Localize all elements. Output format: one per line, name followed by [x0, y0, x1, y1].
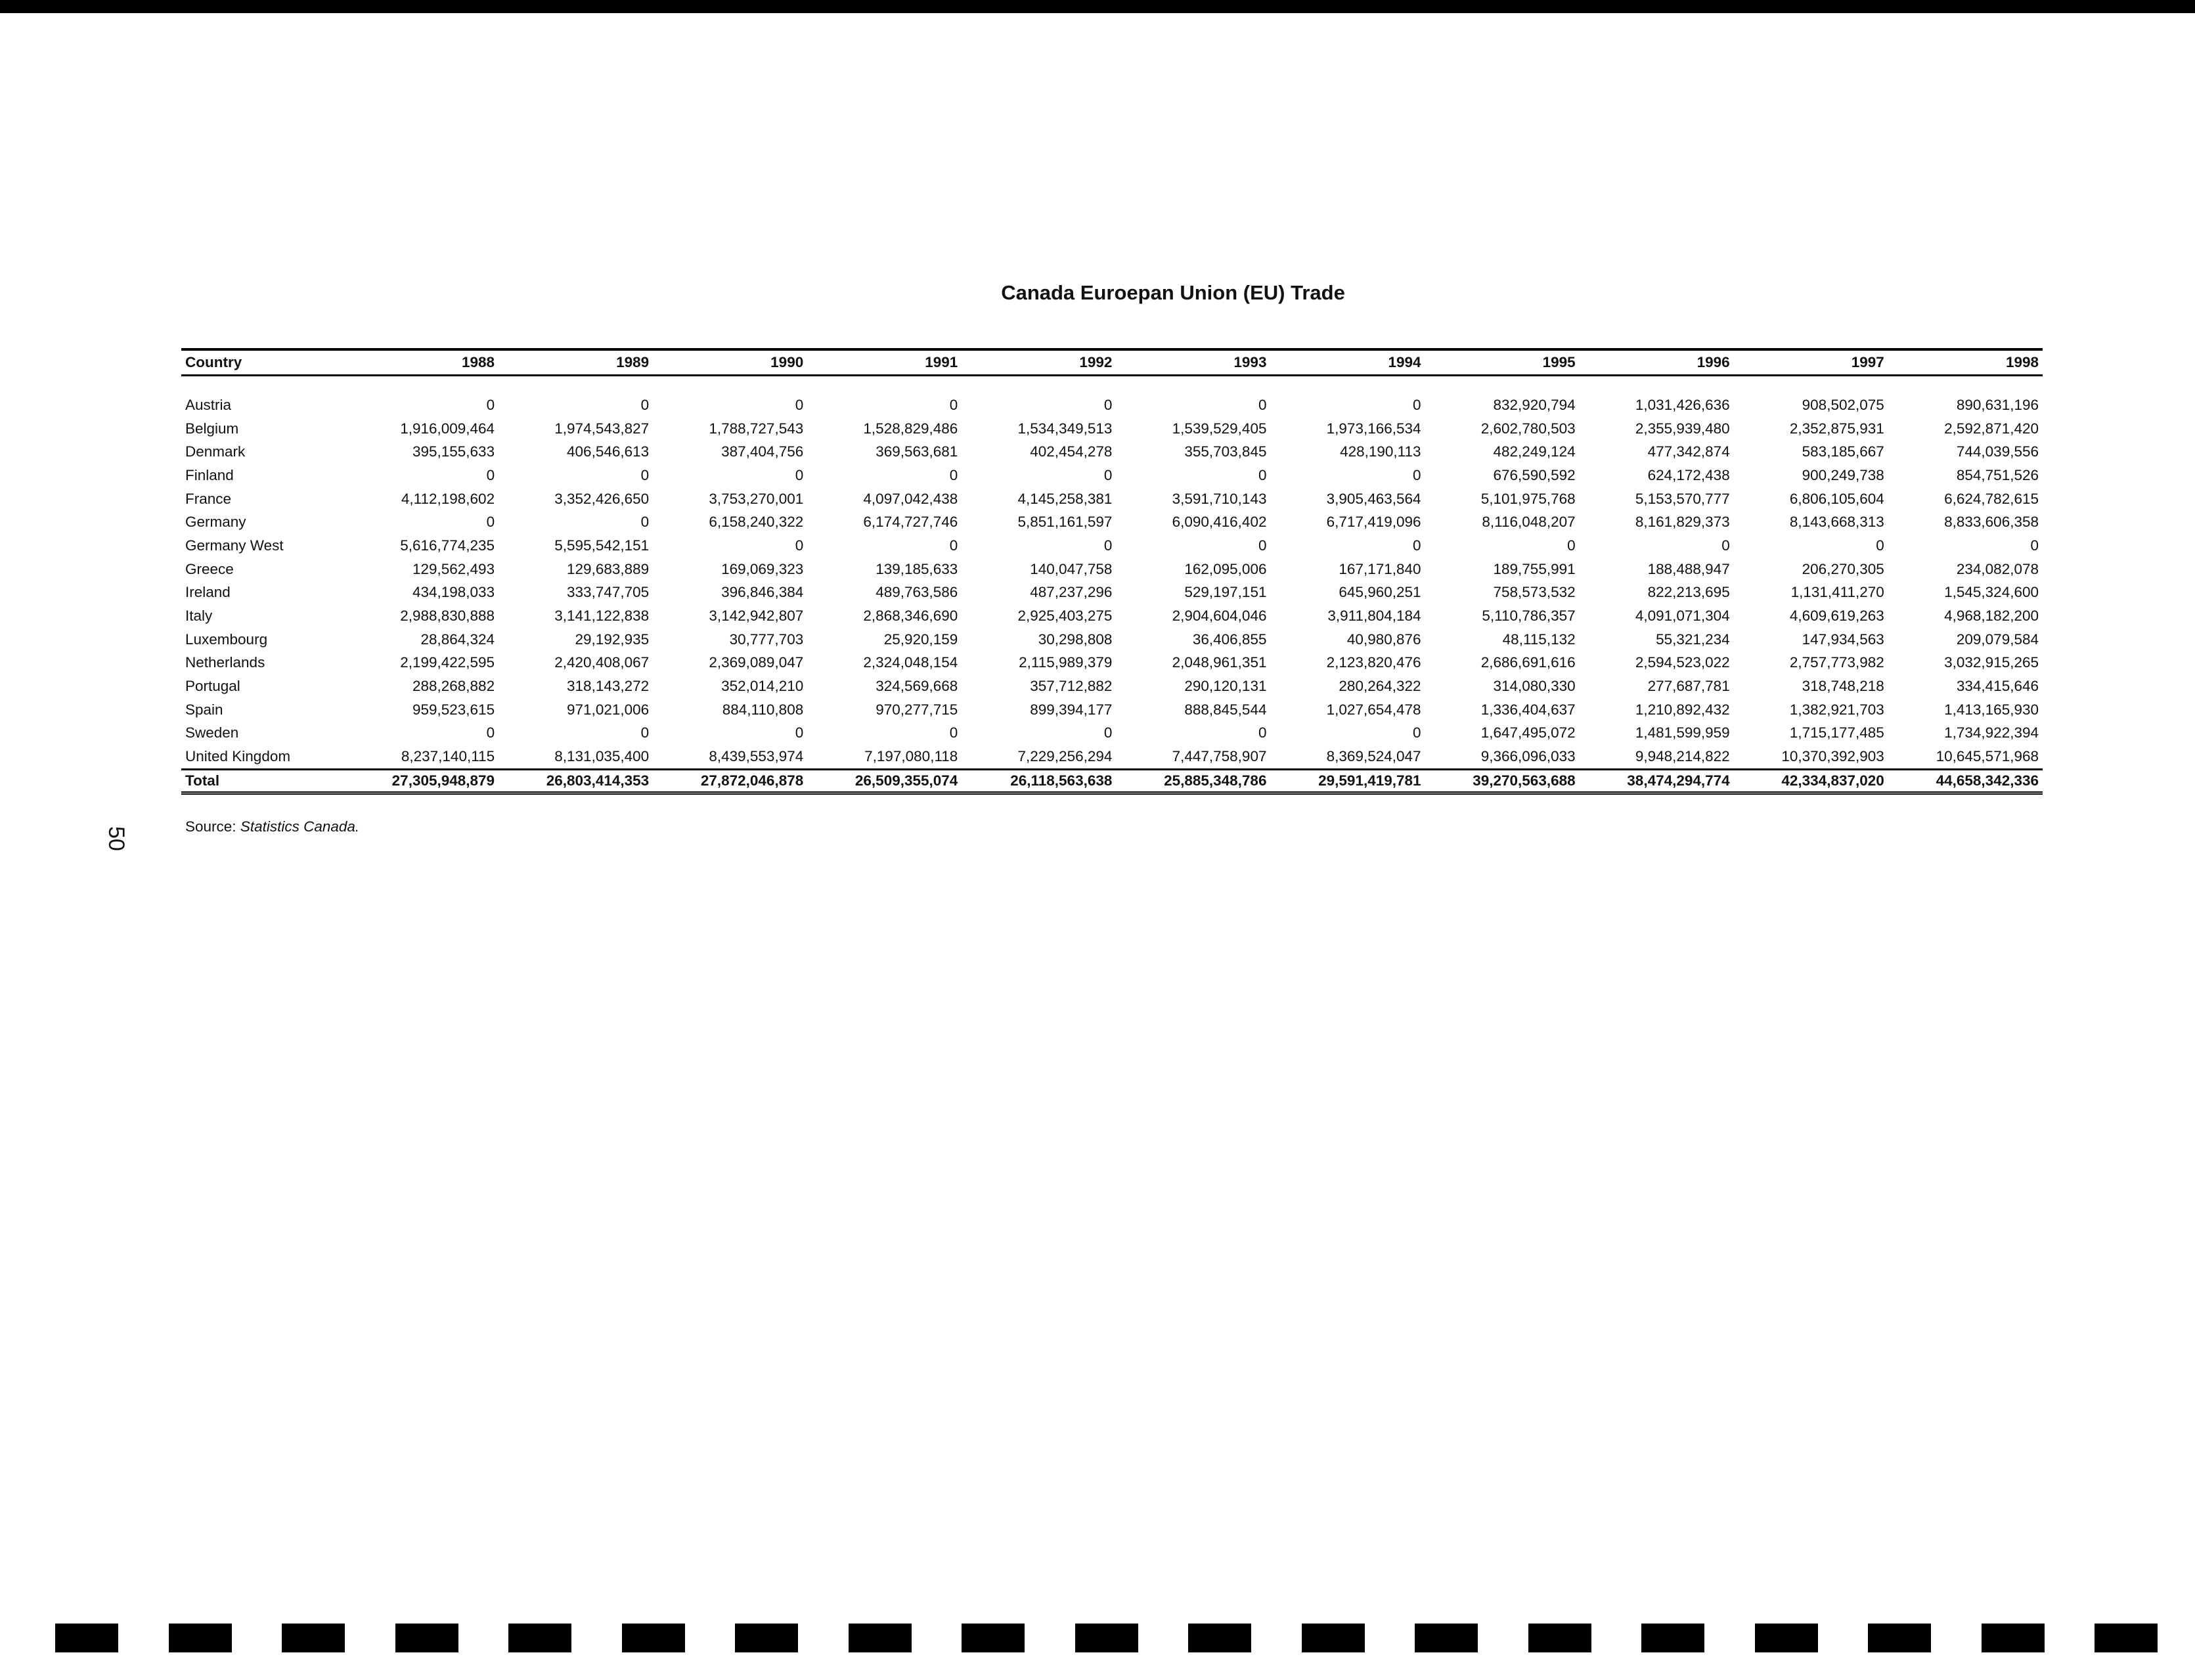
- value-cell: 8,369,524,047: [1326, 748, 1421, 765]
- total-value: 27,305,948,879: [391, 772, 495, 789]
- table-row: [181, 722, 2043, 745]
- registration-block: [735, 1624, 798, 1652]
- value-cell: 5,616,774,235: [400, 537, 495, 554]
- country-cell: Germany: [185, 514, 246, 531]
- top-edge-bar: [0, 0, 2195, 13]
- table-row: [181, 652, 2043, 675]
- table-row: [181, 440, 2043, 464]
- registration-block: [1302, 1624, 1365, 1652]
- value-cell: 2,199,422,595: [400, 654, 495, 671]
- registration-block: [1415, 1624, 1478, 1652]
- registration-block: [1755, 1624, 1818, 1652]
- country-cell: United Kingdom: [185, 748, 291, 765]
- value-cell: 0: [1103, 396, 1113, 413]
- table-row: [181, 745, 2043, 769]
- column-header-year: 1989: [616, 354, 650, 370]
- value-cell: 0: [1721, 537, 1730, 554]
- value-cell: 0: [1876, 537, 1884, 554]
- country-cell: Portugal: [185, 678, 240, 695]
- value-cell: 162,095,006: [1184, 560, 1267, 577]
- value-cell: 4,091,071,304: [1635, 608, 1730, 625]
- table-row: [181, 417, 2043, 441]
- registration-block: [1641, 1624, 1704, 1652]
- page-number: 50: [104, 826, 129, 851]
- value-cell: 2,369,089,047: [709, 654, 804, 671]
- value-cell: 645,960,251: [1339, 584, 1421, 601]
- total-value: 38,474,294,774: [1627, 772, 1730, 789]
- value-cell: 0: [1103, 724, 1113, 741]
- value-cell: 2,925,403,275: [1017, 608, 1113, 625]
- value-cell: 0: [486, 514, 495, 531]
- value-cell: 357,712,882: [1030, 678, 1113, 695]
- value-cell: 0: [949, 396, 958, 413]
- value-cell: 2,904,604,046: [1172, 608, 1267, 625]
- value-cell: 2,115,989,379: [1019, 654, 1113, 671]
- total-value: 27,872,046,878: [700, 772, 804, 789]
- value-cell: 2,352,875,931: [1789, 420, 1884, 437]
- registration-block: [1982, 1624, 2045, 1652]
- table-title: Canada Euroepan Union (EU) Trade: [1001, 281, 1345, 304]
- value-cell: 6,806,105,604: [1789, 490, 1884, 507]
- value-cell: 40,980,876: [1346, 630, 1421, 648]
- value-cell: 583,185,667: [1802, 443, 1884, 460]
- value-cell: 7,229,256,294: [1017, 748, 1113, 765]
- value-cell: 369,563,681: [876, 443, 958, 460]
- column-header-year: 1993: [1233, 354, 1267, 370]
- country-cell: Finland: [185, 466, 234, 483]
- value-cell: 959,523,615: [412, 701, 495, 718]
- value-cell: 6,090,416,402: [1172, 514, 1267, 531]
- value-cell: 3,753,270,001: [709, 490, 804, 507]
- registration-block: [282, 1624, 345, 1652]
- value-cell: 4,968,182,200: [1944, 608, 2039, 625]
- value-cell: 209,079,584: [1956, 630, 2039, 648]
- value-cell: 0: [949, 724, 958, 741]
- value-cell: 0: [1103, 537, 1113, 554]
- value-cell: 4,097,042,438: [863, 490, 958, 507]
- value-cell: 6,624,782,615: [1944, 490, 2039, 507]
- value-cell: 6,717,419,096: [1326, 514, 1421, 531]
- source-note: [185, 818, 359, 835]
- column-header-year: 1991: [925, 354, 958, 370]
- value-cell: 290,120,131: [1184, 678, 1267, 695]
- value-cell: 167,171,840: [1339, 560, 1421, 577]
- value-cell: 5,595,542,151: [554, 537, 650, 554]
- value-cell: 8,237,140,115: [401, 748, 495, 765]
- value-cell: 1,734,922,394: [1944, 724, 2039, 741]
- table-row: [181, 558, 2043, 581]
- registration-block: [395, 1624, 458, 1652]
- trade-table: [181, 348, 2043, 795]
- total-value: 25,885,348,786: [1164, 772, 1267, 789]
- value-cell: 2,868,346,690: [863, 608, 958, 625]
- value-cell: 30,777,703: [729, 630, 804, 648]
- value-cell: 324,569,668: [876, 678, 958, 695]
- value-cell: 428,190,113: [1340, 443, 1421, 460]
- table-row: [181, 534, 2043, 558]
- column-header-year: 1997: [1851, 354, 1884, 370]
- value-cell: 139,185,633: [876, 560, 958, 577]
- value-cell: 1,715,177,485: [1789, 724, 1884, 741]
- value-cell: 908,502,075: [1802, 396, 1884, 413]
- value-cell: 482,249,124: [1493, 443, 1576, 460]
- value-cell: 529,197,151: [1184, 584, 1267, 601]
- value-cell: 0: [1258, 537, 1267, 554]
- table-row: [181, 674, 2043, 698]
- value-cell: 334,415,646: [1956, 678, 2039, 695]
- value-cell: 1,974,543,827: [554, 420, 650, 437]
- value-cell: 1,528,829,486: [863, 420, 958, 437]
- table-row: [181, 464, 2043, 487]
- value-cell: 352,014,210: [721, 678, 804, 695]
- value-cell: 9,366,096,033: [1480, 748, 1576, 765]
- value-cell: 2,123,820,476: [1326, 654, 1421, 671]
- spacer-row: [181, 376, 2043, 394]
- value-cell: 3,352,426,650: [554, 490, 650, 507]
- value-cell: 489,763,586: [876, 584, 958, 601]
- value-cell: 899,394,177: [1030, 701, 1113, 718]
- value-cell: 0: [1258, 724, 1267, 741]
- value-cell: 395,155,633: [412, 443, 495, 460]
- value-cell: 0: [1413, 724, 1421, 741]
- value-cell: 0: [2030, 537, 2039, 554]
- value-cell: 333,747,705: [567, 584, 650, 601]
- value-cell: 7,197,080,118: [864, 748, 958, 765]
- value-cell: 971,021,006: [567, 701, 650, 718]
- value-cell: 0: [640, 514, 650, 531]
- value-cell: 2,686,691,616: [1480, 654, 1576, 671]
- value-cell: 884,110,808: [722, 701, 804, 718]
- value-cell: 36,406,855: [1192, 630, 1267, 648]
- value-cell: 8,116,048,207: [1482, 514, 1576, 531]
- registration-block: [55, 1624, 118, 1652]
- country-cell: Greece: [185, 560, 234, 577]
- table-row: [181, 698, 2043, 722]
- value-cell: 890,631,196: [1956, 396, 2039, 413]
- column-header-year: 1988: [462, 354, 495, 370]
- value-cell: 0: [795, 396, 804, 413]
- column-header-year: 1995: [1542, 354, 1576, 370]
- value-cell: 4,609,619,263: [1789, 608, 1884, 625]
- value-cell: 0: [949, 537, 958, 554]
- value-cell: 318,748,218: [1802, 678, 1884, 695]
- value-cell: 487,237,296: [1030, 584, 1113, 601]
- table-header-row: [181, 349, 2043, 376]
- value-cell: 822,213,695: [1647, 584, 1730, 601]
- value-cell: 1,788,727,543: [709, 420, 804, 437]
- value-cell: 5,101,975,768: [1480, 490, 1576, 507]
- table-row: [181, 628, 2043, 652]
- value-cell: 3,905,463,564: [1326, 490, 1421, 507]
- value-cell: 25,920,159: [883, 630, 958, 648]
- value-cell: 8,131,035,400: [554, 748, 650, 765]
- value-cell: 624,172,438: [1647, 466, 1730, 483]
- value-cell: 3,911,804,184: [1327, 608, 1421, 625]
- value-cell: 8,439,553,974: [709, 748, 804, 765]
- value-cell: 0: [1258, 466, 1267, 483]
- value-cell: 189,755,991: [1493, 560, 1576, 577]
- value-cell: 0: [640, 724, 650, 741]
- registration-block: [962, 1624, 1025, 1652]
- total-value: 39,270,563,688: [1473, 772, 1576, 789]
- value-cell: 0: [1413, 396, 1421, 413]
- value-cell: 2,757,773,982: [1789, 654, 1884, 671]
- value-cell: 355,703,845: [1184, 443, 1267, 460]
- value-cell: 758,573,532: [1493, 584, 1576, 601]
- value-cell: 0: [1413, 466, 1421, 483]
- value-cell: 854,751,526: [1956, 466, 2039, 483]
- value-cell: 2,324,048,154: [863, 654, 958, 671]
- value-cell: 1,382,921,703: [1789, 701, 1884, 718]
- value-cell: 1,413,165,930: [1944, 701, 2039, 718]
- value-cell: 970,277,715: [876, 701, 958, 718]
- value-cell: 0: [640, 396, 650, 413]
- total-value: 26,803,414,353: [546, 772, 650, 789]
- value-cell: 140,047,758: [1030, 560, 1113, 577]
- total-value: 44,658,342,336: [1936, 772, 2039, 789]
- table-row: [181, 604, 2043, 628]
- value-cell: 2,048,961,351: [1172, 654, 1267, 671]
- column-header-country: Country: [185, 354, 242, 370]
- value-cell: 129,683,889: [567, 560, 650, 577]
- value-cell: 2,988,830,888: [400, 608, 495, 625]
- value-cell: 0: [1103, 466, 1113, 483]
- column-header-year: 1996: [1696, 354, 1730, 370]
- registration-block: [622, 1624, 685, 1652]
- value-cell: 9,948,214,822: [1635, 748, 1730, 765]
- trade-table-container: [181, 348, 2043, 795]
- country-cell: Netherlands: [185, 654, 265, 671]
- total-value: 29,591,419,781: [1318, 772, 1421, 789]
- total-value: 26,509,355,074: [854, 772, 958, 789]
- registration-block: [169, 1624, 232, 1652]
- table-row: [181, 487, 2043, 511]
- country-cell: Austria: [185, 396, 232, 413]
- country-cell: Ireland: [185, 584, 231, 601]
- value-cell: 1,210,892,432: [1635, 701, 1730, 718]
- value-cell: 0: [795, 537, 804, 554]
- value-cell: 7,447,758,907: [1172, 748, 1267, 765]
- table-row: [181, 393, 2043, 417]
- value-cell: 1,027,654,478: [1326, 701, 1421, 718]
- registration-block: [508, 1624, 571, 1652]
- value-cell: 832,920,794: [1493, 396, 1576, 413]
- value-cell: 129,562,493: [412, 560, 495, 577]
- spacer-cell: [181, 376, 2043, 394]
- value-cell: 2,592,871,420: [1944, 420, 2039, 437]
- column-header-year: 1992: [1079, 354, 1113, 370]
- value-cell: 0: [795, 724, 804, 741]
- value-cell: 744,039,556: [1956, 443, 2039, 460]
- country-cell: Italy: [185, 608, 213, 625]
- column-header-year: 1998: [2005, 354, 2039, 370]
- value-cell: 2,594,523,022: [1635, 654, 1730, 671]
- value-cell: 0: [795, 466, 804, 483]
- value-cell: 30,298,808: [1038, 630, 1113, 648]
- value-cell: 6,158,240,322: [709, 514, 804, 531]
- total-label: Total: [185, 772, 220, 789]
- value-cell: 5,110,786,357: [1482, 608, 1576, 625]
- column-header-year: 1994: [1388, 354, 1421, 370]
- registration-block: [1868, 1624, 1931, 1652]
- value-cell: 406,546,613: [567, 443, 650, 460]
- value-cell: 10,645,571,968: [1936, 748, 2039, 765]
- value-cell: 1,916,009,464: [400, 420, 495, 437]
- total-value: 26,118,563,638: [1010, 772, 1113, 789]
- value-cell: 8,161,829,373: [1635, 514, 1730, 531]
- value-cell: 1,131,411,270: [1790, 584, 1884, 601]
- value-cell: 888,845,544: [1184, 701, 1267, 718]
- value-cell: 4,112,198,602: [401, 490, 495, 507]
- value-cell: 8,833,606,358: [1944, 514, 2039, 531]
- value-cell: 434,198,033: [412, 584, 495, 601]
- value-cell: 147,934,563: [1802, 630, 1884, 648]
- value-cell: 8,143,668,313: [1789, 514, 1884, 531]
- value-cell: 277,687,781: [1647, 678, 1730, 695]
- country-cell: Luxembourg: [185, 630, 268, 648]
- total-value: 42,334,837,020: [1781, 772, 1884, 789]
- country-cell: Sweden: [185, 724, 239, 741]
- value-cell: 1,973,166,534: [1326, 420, 1421, 437]
- value-cell: 288,268,882: [412, 678, 495, 695]
- value-cell: 0: [1567, 537, 1576, 554]
- country-cell: France: [185, 490, 232, 507]
- value-cell: 0: [949, 466, 958, 483]
- value-cell: 900,249,738: [1802, 466, 1884, 483]
- value-cell: 2,602,780,503: [1480, 420, 1576, 437]
- value-cell: 3,591,710,143: [1172, 490, 1267, 507]
- value-cell: 387,404,756: [721, 443, 804, 460]
- registration-block: [849, 1624, 912, 1652]
- value-cell: 676,590,592: [1493, 466, 1576, 483]
- registration-block: [1528, 1624, 1591, 1652]
- bottom-registration-marks: [55, 1624, 2157, 1656]
- country-cell: Belgium: [185, 420, 239, 437]
- value-cell: 2,355,939,480: [1635, 420, 1730, 437]
- value-cell: 2,420,408,067: [554, 654, 650, 671]
- value-cell: 1,534,349,513: [1017, 420, 1113, 437]
- value-cell: 1,031,426,636: [1635, 396, 1730, 413]
- value-cell: 3,142,942,807: [709, 608, 804, 625]
- value-cell: 188,488,947: [1647, 560, 1730, 577]
- source-name: Statistics Canada.: [240, 818, 360, 835]
- value-cell: 48,115,132: [1502, 630, 1576, 648]
- value-cell: 29,192,935: [575, 630, 650, 648]
- value-cell: 234,082,078: [1956, 560, 2039, 577]
- value-cell: 402,454,278: [1030, 443, 1113, 460]
- table-row: [181, 581, 2043, 605]
- value-cell: 0: [1258, 396, 1267, 413]
- value-cell: 169,069,323: [721, 560, 804, 577]
- value-cell: 0: [486, 466, 495, 483]
- value-cell: 5,153,570,777: [1635, 490, 1730, 507]
- value-cell: 4,145,258,381: [1017, 490, 1113, 507]
- value-cell: 6,174,727,746: [863, 514, 958, 531]
- value-cell: 3,141,122,838: [554, 608, 650, 625]
- value-cell: 0: [640, 466, 650, 483]
- value-cell: 1,539,529,405: [1172, 420, 1267, 437]
- table-row: [181, 510, 2043, 534]
- registration-block: [1075, 1624, 1138, 1652]
- value-cell: 1,545,324,600: [1944, 584, 2039, 601]
- value-cell: 280,264,322: [1339, 678, 1421, 695]
- value-cell: 55,321,234: [1656, 630, 1730, 648]
- value-cell: 1,481,599,959: [1635, 724, 1730, 741]
- value-cell: 1,647,495,072: [1480, 724, 1576, 741]
- source-label: Source:: [185, 818, 236, 835]
- registration-block: [2095, 1624, 2158, 1652]
- value-cell: 477,342,874: [1647, 443, 1730, 460]
- value-cell: 10,370,392,903: [1781, 748, 1884, 765]
- value-cell: 0: [486, 724, 495, 741]
- value-cell: 314,080,330: [1493, 678, 1576, 695]
- country-cell: Germany West: [185, 537, 284, 554]
- column-header-year: 1990: [770, 354, 804, 370]
- country-cell: Spain: [185, 701, 223, 718]
- value-cell: 206,270,305: [1802, 560, 1884, 577]
- value-cell: 0: [486, 396, 495, 413]
- value-cell: 5,851,161,597: [1017, 514, 1113, 531]
- registration-block: [1188, 1624, 1251, 1652]
- country-cell: Denmark: [185, 443, 246, 460]
- value-cell: 0: [1413, 537, 1421, 554]
- value-cell: 28,864,324: [420, 630, 495, 648]
- total-row: [181, 770, 2043, 793]
- value-cell: 318,143,272: [567, 678, 650, 695]
- value-cell: 396,846,384: [721, 584, 804, 601]
- value-cell: 1,336,404,637: [1480, 701, 1576, 718]
- value-cell: 3,032,915,265: [1944, 654, 2039, 671]
